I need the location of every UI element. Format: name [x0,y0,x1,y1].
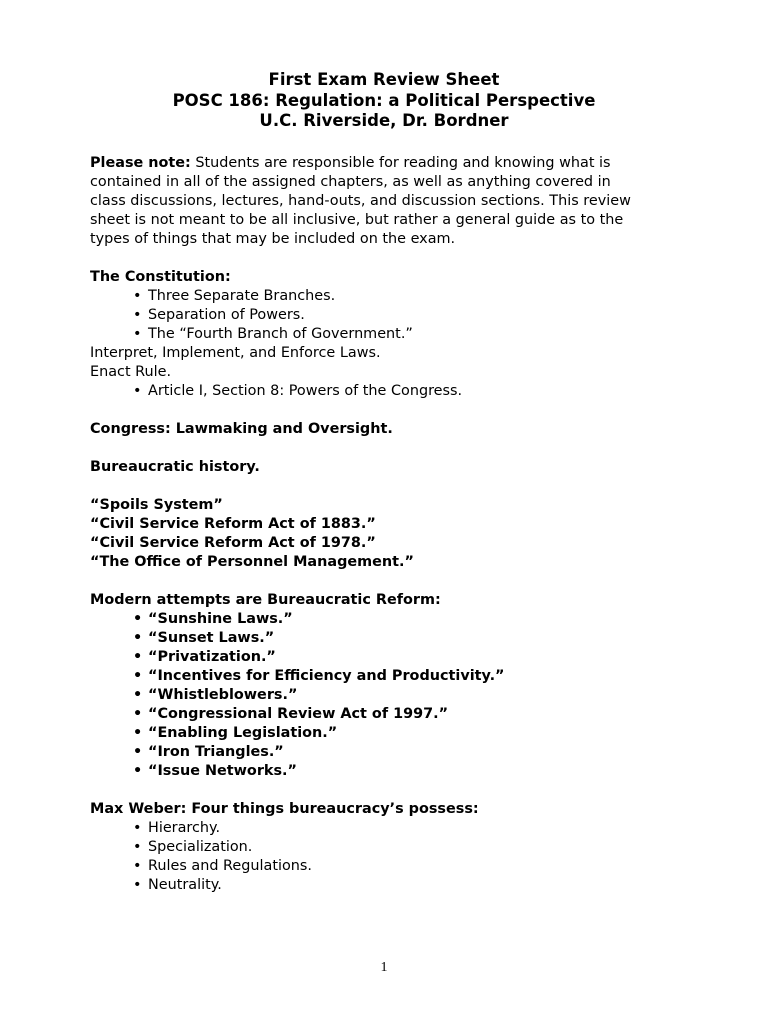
note-line: contained in all of the assigned chapters, as well as anything covered in [90,174,611,190]
history-item: “Civil Service Reform Act of 1978.” [90,535,376,551]
bullet-icon: • [133,383,142,399]
reform-heading: Modern attempts are Bureaucratic Reform: [90,592,441,608]
bullet-icon: • [133,763,143,779]
list-item: • “Incentives for Efficiency and Productivity.” [133,668,505,684]
bullet-icon: • [133,668,143,684]
bullet-icon: • [133,706,143,722]
bullet-icon: • [133,839,142,855]
spacer [90,781,690,800]
list-item: • Neutrality. [133,877,222,893]
document-body [90,154,690,895]
note-line: types of things that may be included on the exam. [90,231,456,247]
list-item: • Three Separate Branches. [133,288,336,304]
spacer [90,572,690,591]
list-item: • “Whistleblowers.” [133,687,298,703]
history-item: “The Office of Personnel Management.” [90,554,414,570]
note-line: sheet is not meant to be all inclusive, but rather a general guide as to the [90,212,624,228]
history-item: “Civil Service Reform Act of 1883.” [90,516,376,532]
bullet-icon: • [133,649,143,665]
constitution-heading: The Constitution: [90,269,231,285]
spacer [90,477,690,496]
bullet-icon: • [133,687,143,703]
note-label: Please note: [90,155,191,171]
document-title-block [0,70,768,132]
note-line [90,154,690,173]
bureaucratic-history-heading: Bureaucratic history. [90,459,260,475]
history-item: “Spoils System” [90,497,223,513]
note-paragraph [90,154,690,249]
list-item: • “Congressional Review Act of 1997.” [133,706,449,722]
page-number: 1 [380,960,388,975]
note-text: Students are responsible for reading and knowing what is [190,155,611,171]
bullet-icon: • [133,611,143,627]
weber-heading: Max Weber: Four things bureaucracy’s possess: [90,801,479,817]
list-item: • The “Fourth Branch of Government.” [133,326,413,342]
bullet-icon: • [133,307,142,323]
congress-heading: Congress: Lawmaking and Oversight. [90,421,393,437]
bullet-icon: • [133,820,142,836]
list-item: • Rules and Regulations. [133,858,312,874]
note-line: class discussions, lectures, hand-outs, and discussion sections. This review [90,193,631,209]
list-item: • Article I, Section 8: Powers of the Congress. [133,383,463,399]
list-item: • “Privatization.” [133,649,276,665]
bullet-icon: • [133,288,142,304]
bullet-icon: • [133,725,143,741]
spacer [90,249,690,268]
spacer [90,439,690,458]
instructor-line: U.C. Riverside, Dr. Bordner [259,111,509,130]
bullet-icon: • [133,326,142,342]
bullet-icon: • [133,858,142,874]
list-item: • “Issue Networks.” [133,763,297,779]
bullet-icon: • [133,630,143,646]
bullet-icon: • [133,744,143,760]
list-item: • “Enabling Legislation.” [133,725,338,741]
list-item: • “Iron Triangles.” [133,744,284,760]
plain-line: Enact Rule. [90,364,172,380]
list-item: • Separation of Powers. [133,307,305,323]
list-item: • “Sunshine Laws.” [133,611,293,627]
plain-line: Interpret, Implement, and Enforce Laws. [90,345,381,361]
bullet-icon: • [133,877,142,893]
list-item: • Hierarchy. [133,820,221,836]
course-title: POSC 186: Regulation: a Political Perspective [172,90,596,110]
document-title: First Exam Review Sheet [268,70,500,89]
list-item: • Specialization. [133,839,253,855]
list-item: • “Sunset Laws.” [133,630,275,646]
spacer [90,401,690,420]
